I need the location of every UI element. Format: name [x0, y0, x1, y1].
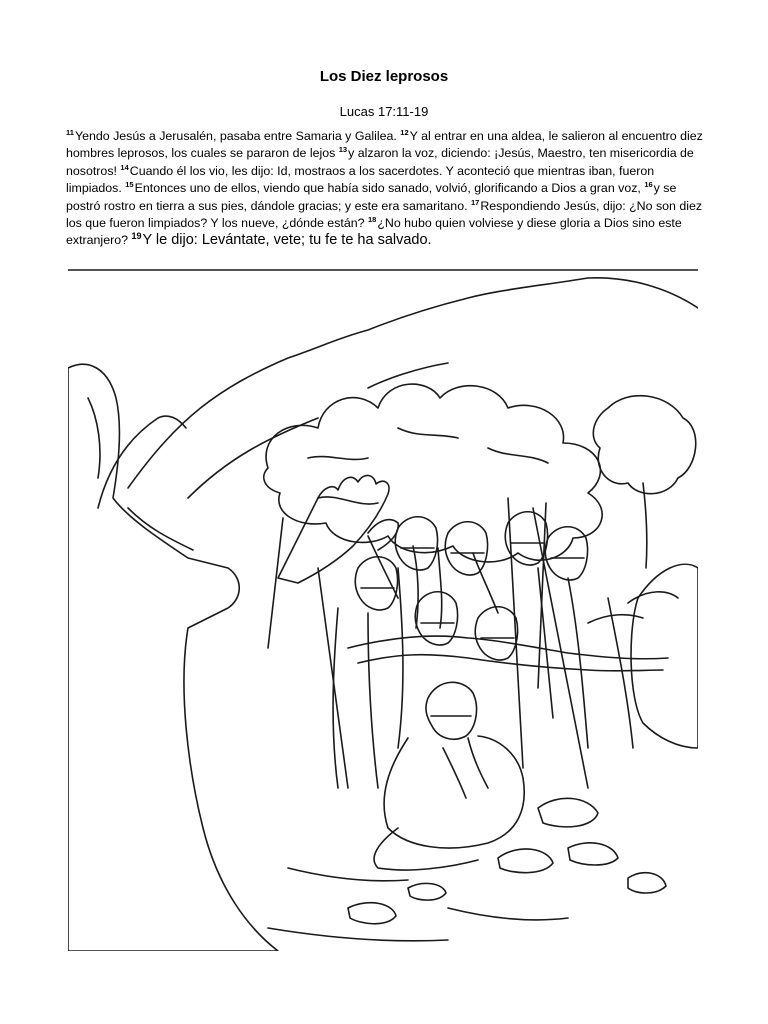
page-title: Los Diez leprosos [319, 68, 449, 85]
mountain-left [128, 278, 698, 488]
verse-15: $^{15}$Entonces uno de ellos, viendo que había sido sanado, volvió, glorificando a Dios a gran voz, [125, 180, 641, 196]
verse-13: $^{13}$y alzaron la voz, diciendo: ¡Jesús, Maestro, ten misericordia de nosotros! [66, 145, 694, 178]
coloring-page-lepers-icon [68, 268, 698, 951]
verse-11: $^{11}$Yendo Jesús a Jerusalén, pasaba entre Samaria y Galilea. [66, 128, 397, 143]
verse-18: $^{18}$¿No hubo quien volviese y diese gloria a Dios sino este extranjero? [66, 215, 682, 248]
scripture-reference: Lucas 17:11-19 [339, 104, 429, 119]
verse-16: $^{16}$y se postró rostro en tierra a sus pies, dándole gracias; y este era samaritano. [66, 180, 677, 213]
verse-17: $^{17}$Respondiendo Jesús, dijo: ¿No son diez los que fueron limpiados? Y los nueve, ¿dónde están? [66, 197, 703, 231]
tree-trunk [368, 536, 498, 628]
verse-19: $^{19}$Y le dijo: Levántate, vete; tu fe te ha salvado. [131, 231, 432, 249]
tree-canopy [264, 384, 602, 562]
verse-12: $^{12}$Y al entrar en una aldea, le salieron al encuentro diez hombres leprosos, los cuales se pararon de lejos [66, 128, 703, 161]
scripture-passage [66, 128, 706, 250]
verse-14: $^{14}$Cuando él los vio, les dijo: Id, mostraos a los sacerdotes. Y aconteció que mientras iban, fueron limpiados. [66, 162, 655, 196]
